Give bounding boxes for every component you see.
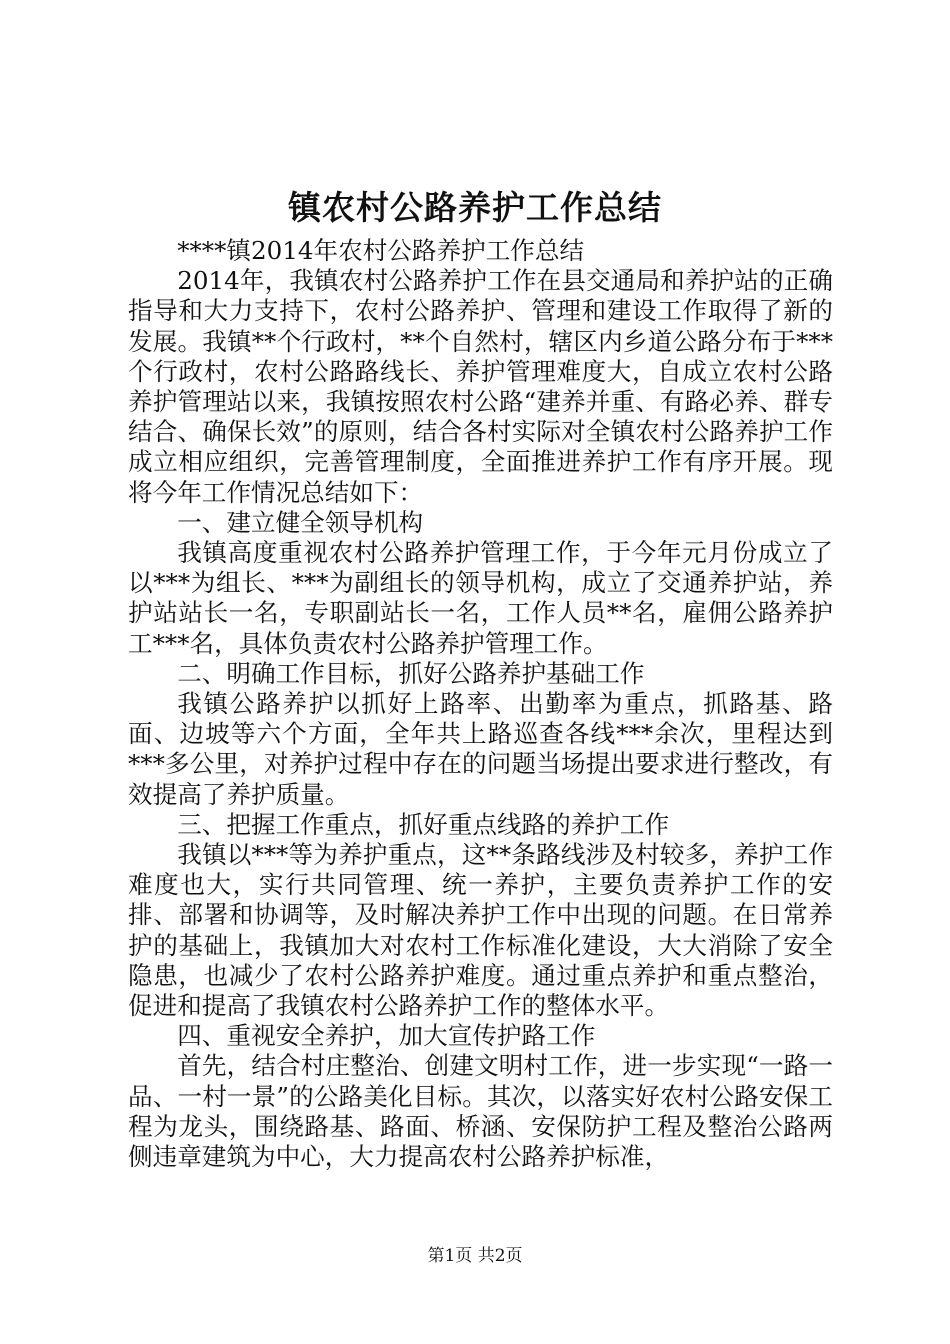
document-subtitle: ****镇2014年农村公路养护工作总结 xyxy=(177,236,585,265)
paragraph-section-3: 我镇以***等为养护重点，这**条路线涉及村较多，养护工作难度也大，实行共同管理、统一养护，主要负责养护工作的安排、部署和协调等，及时解决养护工作中出现的问题。在日常养护的基础上，我镇加大对农村工作标准化建设，大大消除了安全隐患，也减少了农村公路养护难度。通过重点养护和重点整治，促进和提高了我镇农村公路养护工作的整体水平。 xyxy=(128,840,833,1021)
paragraph-section-4: 首先，结合村庄整治、创建文明村工作，进一步实现“一路一品、一村一景”的公路美化目标。其次，以落实好农村公路安保工程为龙头，围绕路基、路面、桥涵、安保防护工程及整治公路两侧违章建筑为中心，大力提高农村公路养护标准， xyxy=(128,1051,833,1172)
paragraph-section-1: 我镇高度重视农村公路养护管理工作，于今年元月份成立了以***为组长、***为副组长的领导机构，成立了交通养护站，养护站站长一名，专职副站长一名，工作人员**名，雇佣公路养护工***名，具体负责农村公路养护管理工作。 xyxy=(128,538,833,658)
section-heading-4: 四、重视安全养护，加大宣传护路工作 xyxy=(177,1021,596,1051)
paragraph-intro: 2014年，我镇农村公路养护工作在县交通局和养护站的正确指导和大力支持下，农村公路养护、管理和建设工作取得了新的发展。我镇**个行政村，**个自然村，辖区内乡道公路分布于***个行政村，农村公路路线长、养护管理难度大，自成立农村公路养护管理站以来，我镇按照农村公路“建养并重、有路必养、群专结合、确保长效”的原则，结合各村实际对全镇农村公路养护工作成立相应组织，完善管理制度，全面推进养护工作有序开展。现将今年工作情况总结如下： xyxy=(128,266,833,507)
paragraph-section-2: 我镇公路养护以抓好上路率、出勤率为重点，抓路基、路面、边坡等六个方面，全年共上路巡查各线***余次，里程达到***多公里，对养护过程中存在的问题当场提出要求进行整改，有效提高了养护质量。 xyxy=(128,689,833,809)
section-heading-3: 三、把握工作重点，抓好重点线路的养护工作 xyxy=(177,809,670,839)
section-heading-2: 二、明确工作目标，抓好公路养护基础工作 xyxy=(177,658,645,688)
section-heading-1: 一、建立健全领导机构 xyxy=(177,507,424,537)
page-footer: 第1页 共2页 xyxy=(427,1246,523,1266)
document-title: 镇农村公路养护工作总结 xyxy=(288,188,662,227)
document-body xyxy=(128,236,833,1172)
